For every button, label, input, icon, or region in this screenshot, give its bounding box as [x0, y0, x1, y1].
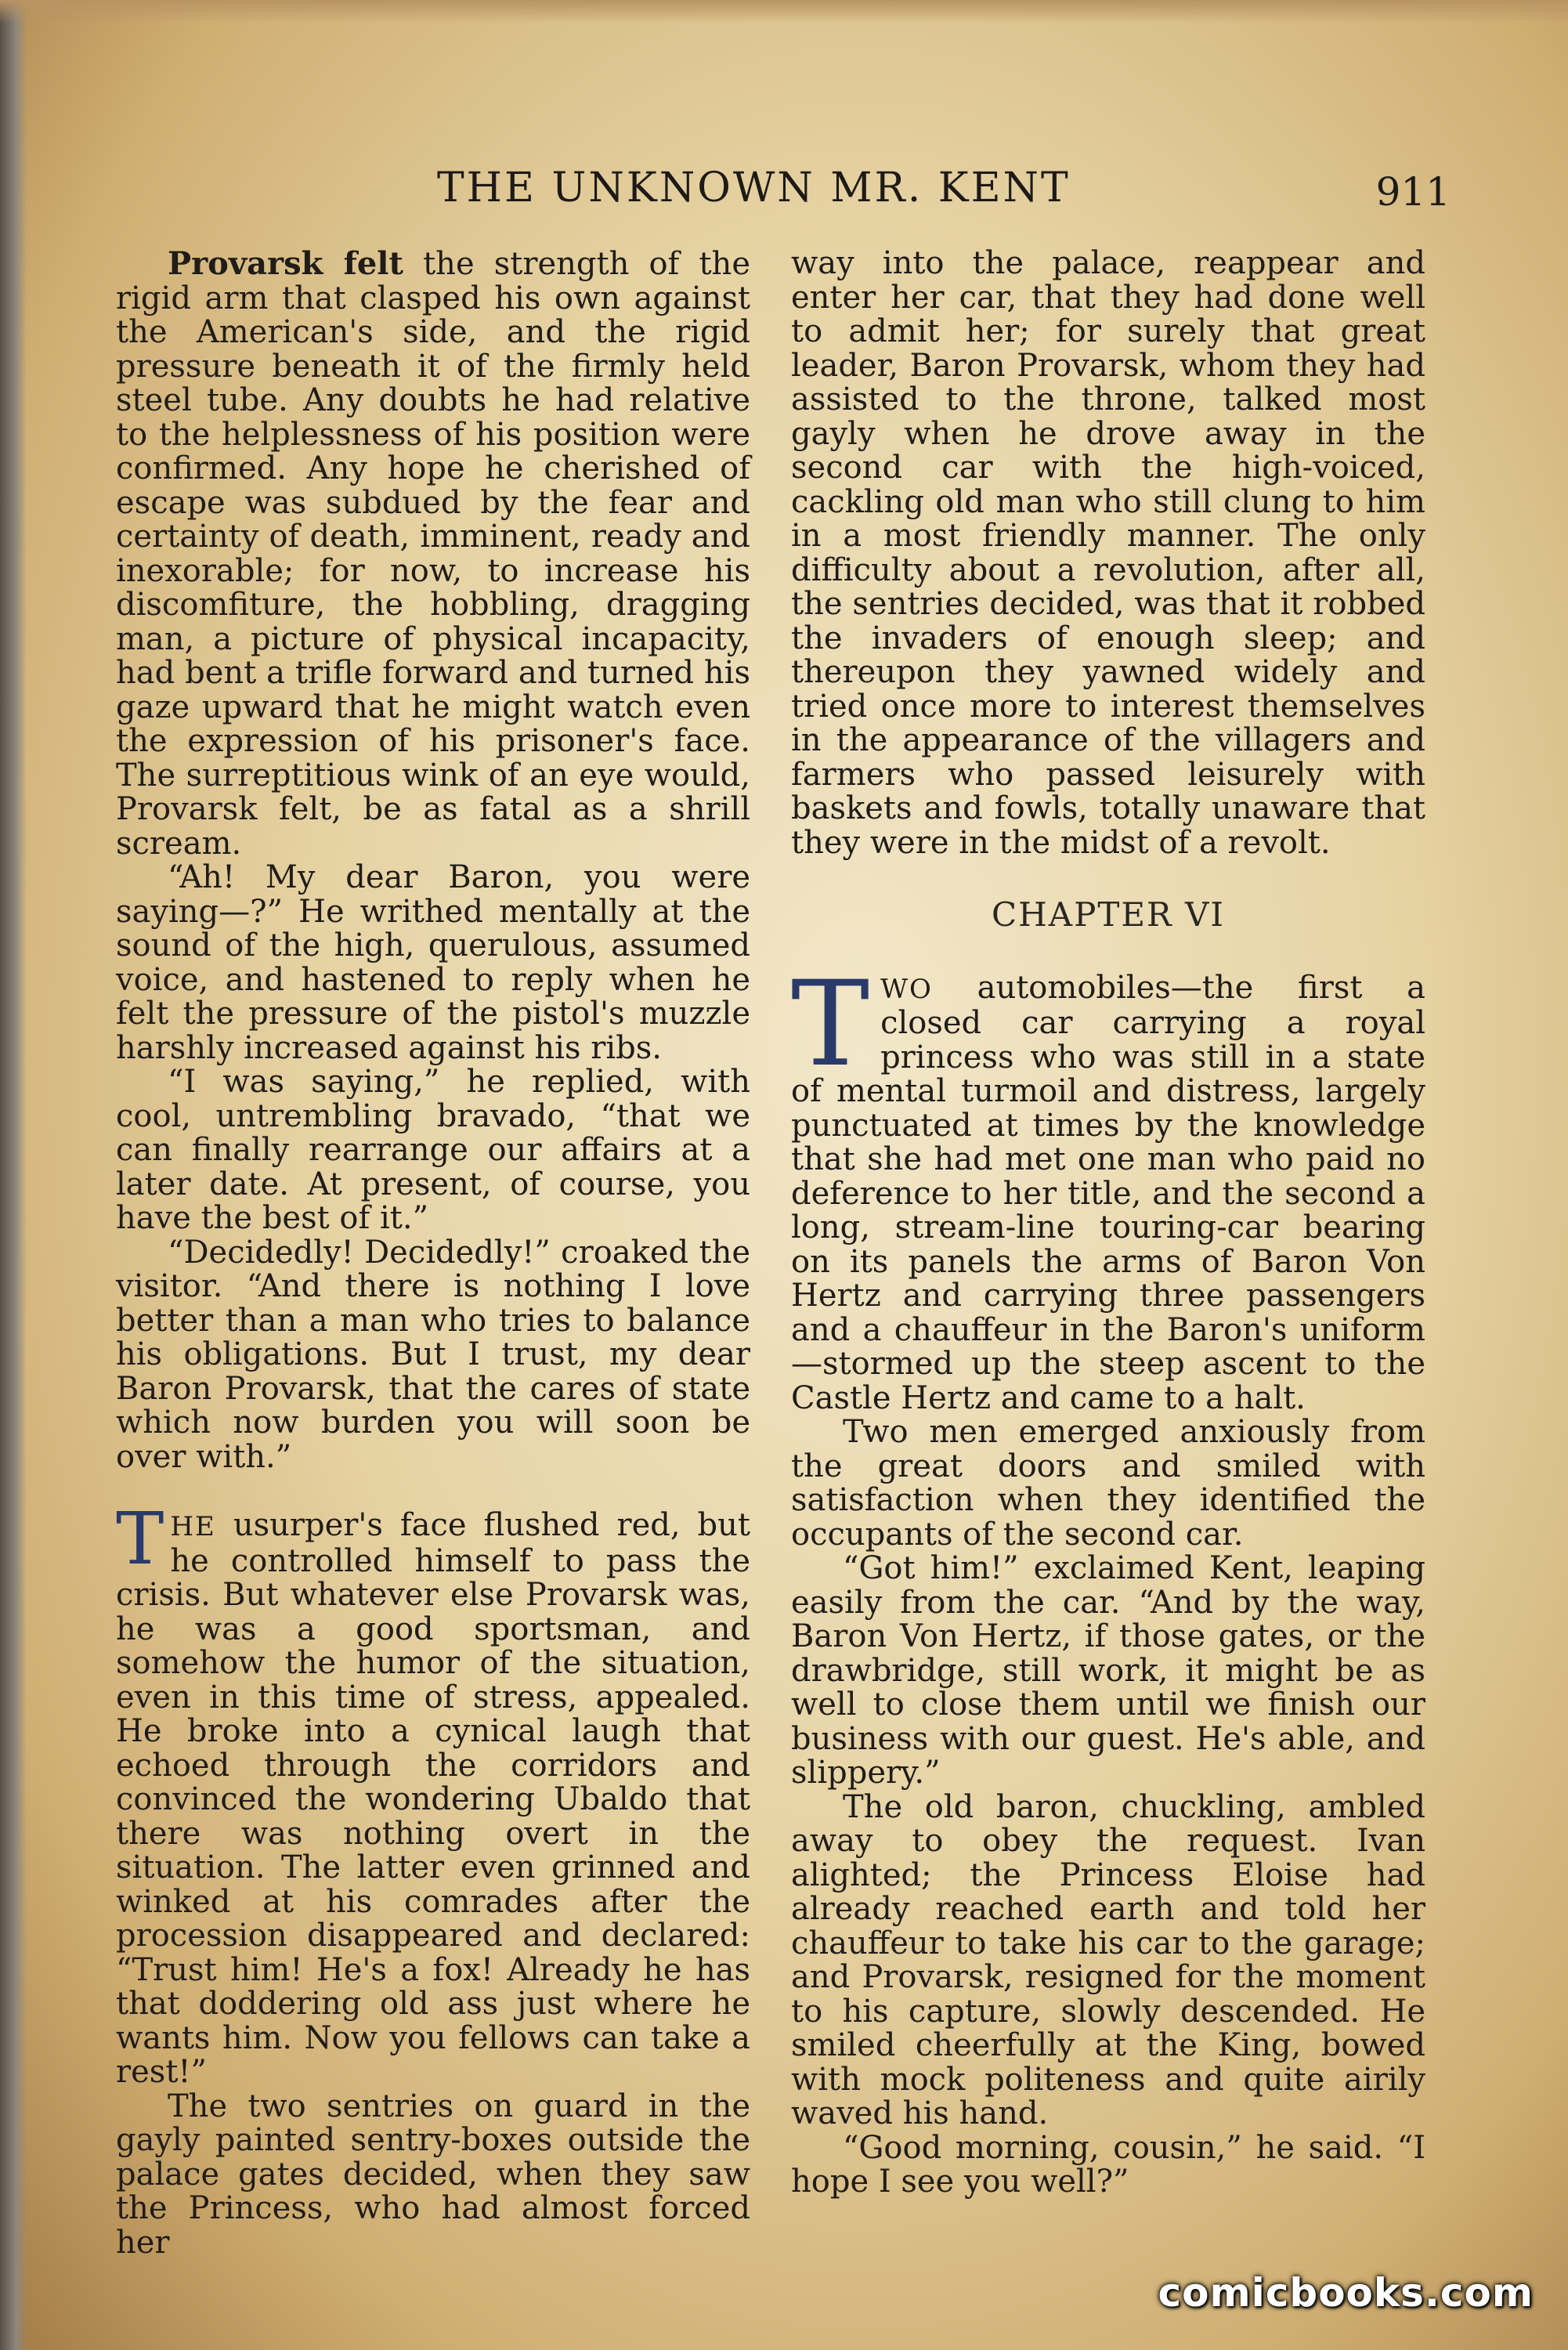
small-caps-lead: HE	[170, 1511, 216, 1542]
paragraph: “Decidedly! Decidedly!” croaked the visitor. “And there is nothing I love better than a man who tries to balance his obligations. But I trust, my dear Baron Provarsk, that the cares of state which now burden you will soon be over with.”	[116, 1234, 750, 1475]
watermark-text: comicbooks.com	[1158, 2270, 1534, 2316]
paragraph: The old baron, chuckling, ambled away to obey the request. Ivan alighted; the Princess Eloise had already reached earth and told her chauffeur to take his car to the garage; and Provarsk, resigned for the moment to his capture, slowly descended. He smiled cheerfully at the King, bowed with mock politeness and quite airily waved his hand.	[791, 1788, 1425, 2131]
paragraph: The two sentries on guard in the gayly painted sentry-boxes outside the palace gates decided, when they saw the Princess, who had almost forced her	[116, 2088, 750, 2261]
left-column	[116, 247, 750, 2260]
section-opening-paragraph	[116, 1497, 750, 2090]
chapter-heading: CHAPTER VI	[992, 895, 1225, 934]
drop-cap: T	[791, 956, 870, 1093]
paragraph-text: the strength of the rigid arm that clasped his own against the American's side, and the rigid pressure beneath it of the firmly held steel tube. Any doubts he had relative to the helplessness of his position were confirmed. Any hope he cherished of escape was subdued by the fear and certainty of death, imminent, ready and inexorable; for now, to increase his discomfiture, the hobbling, dragging man, a picture of physical incapacity, had bent a trifle forward and turned his gaze upward that he might watch even the expression of his prisoner's face. The surreptitious wink of an eye would, Provarsk felt, be as fatal as a shrill scream.	[116, 246, 750, 862]
paragraph-text: usurper's face flushed red, but he controlled himself to pass the crisis. But whatever else Provarsk was, he was a good sportsman, and somehow the humor of the situation, even in this time of stress, appealed. He broke into a cynical laugh that echoed through the corridors and convinced the wondering Ubaldo that there was nothing overt in the situation. The latter even grinned and winked at his comrades after the procession disappeared and declared: “Trust him! He's a fox! Already he has that doddering old ass just where he wants him. Now you fellows can take a rest!”	[116, 1507, 750, 2090]
paragraph-text: automobiles—the first a closed car carrying a royal princess who was still in a state of mental turmoil and distress, largely punctuated at times by the knowledge that she had met one man who paid no deference to her title, and the second a long, stream-line touring-car bearing on its panels the arms of Baron Von Hertz and carrying three passengers and a chauffeur in the Baron's uniform—stormed up the steep ascent to the Castle Hertz and came to a halt.	[791, 969, 1426, 1416]
drop-cap: T	[116, 1497, 164, 1581]
lead-in: Provarsk felt	[168, 245, 403, 282]
page-number: 911	[1375, 169, 1451, 215]
paragraph: “Got him!” exclaimed Kent, leaping easily from the car. “And by the way, Baron Von Hertz, if those gates, or the drawbridge, still work, it might be as well to close them until we finish our business with our guest. He's able, and slippery.”	[791, 1550, 1425, 1791]
paragraph: “Ah! My dear Baron, you were saying—?” He writhed mentally at the sound of the high, querulous, assumed voice, and hastened to reply when he felt the pressure of the pistol's muzzle harshly increased against his ribs.	[116, 859, 750, 1066]
chapter-opening-paragraph	[791, 956, 1426, 1416]
running-title: THE UNKNOWN MR. KENT	[437, 164, 1071, 212]
paragraph: way into the palace, reappear and enter her car, that they had done well to admit her; for surely that great leader, Baron Provarsk, whom they had assisted to the throne, talked most gayly when he drove away in the second car with the high-voiced, cackling old man who still clung to him in a most friendly manner. The only difficulty about a revolution, after all, the sentries decided, was that it robbed the invaders of enough sleep; and thereupon they yawned widely and tried once more to interest themselves in the appearance of the villagers and farmers who passed leisurely with baskets and fowls, totally unaware that they were in the midst of a revolt.	[791, 245, 1425, 861]
paragraph: “I was saying,” he replied, with cool, untrembling bravado, “that we can finally rearrange our affairs at a later date. At present, of course, you have the best of it.”	[116, 1064, 750, 1236]
paragraph: Two men emerged anxiously from the great doors and smiled with satisfaction when they identified the occupants of the second car.	[791, 1414, 1425, 1553]
right-column	[791, 247, 1425, 2200]
paragraph: “Good morning, cousin,” he said. “I hope I see you well?”	[791, 2129, 1425, 2200]
small-caps-lead: WO	[880, 973, 933, 1005]
paragraph	[116, 247, 750, 861]
running-head	[117, 164, 1498, 227]
